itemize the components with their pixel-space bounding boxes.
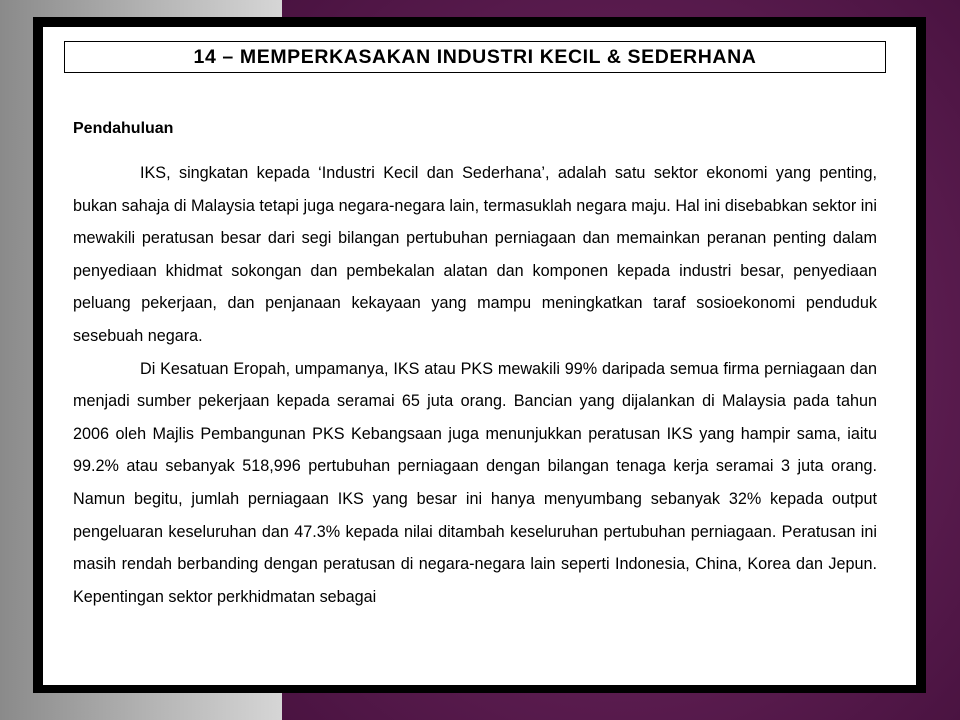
document-title: 14 – MEMPERKASAKAN INDUSTRI KECIL & SEDERHANA — [193, 45, 757, 68]
document-page — [43, 27, 916, 685]
body-text — [73, 157, 877, 613]
section-heading: Pendahuluan — [73, 120, 174, 137]
title-box — [64, 41, 886, 73]
paragraph-1: IKS, singkatan kepada ‘Industri Kecil dan Sederhana’, adalah satu sektor ekonomi yang penting, bukan sahaja di Malaysia tetapi juga negara-negara lain, termasuklah negara maju. Hal ini disebabkan sektor ini mewakili peratusan besar dari segi bilangan pertubuhan perniagaan dan memainkan peranan penting dalam penyediaan khidmat sokongan dan pembekalan alatan dan komponen kepada industri besar, penyediaan peluang pekerjaan, dan penjanaan kekayaan yang mampu meningkatkan taraf sosioekonomi penduduk sesebuah negara. — [73, 164, 877, 345]
paragraph-2: Di Kesatuan Eropah, umpamanya, IKS atau PKS mewakili 99% daripada semua firma perniagaan dan menjadi sumber pekerjaan kepada seramai 65 juta orang. Bancian yang dijalankan di Malaysia pada tahun 2006 oleh Majlis Pembangunan PKS Kebangsaan juga menunjukkan peratusan IKS yang hampir sama, iaitu 99.2% atau sebanyak 518,996 pertubuhan perniagaan dengan bilangan tenaga kerja seramai 3 juta orang. Namun begitu, jumlah perniagaan IKS yang besar ini hanya menyumbang sebanyak 32% kepada output pengeluaran keseluruhan dan 47.3% kepada nilai ditambah keseluruhan pertubuhan perniagaan. Peratusan ini masih rendah berbanding dengan peratusan di negara-negara lain seperti Indonesia, China, Korea dan Jepun. Kepentingan sektor perkhidmatan sebagai — [73, 359, 877, 606]
